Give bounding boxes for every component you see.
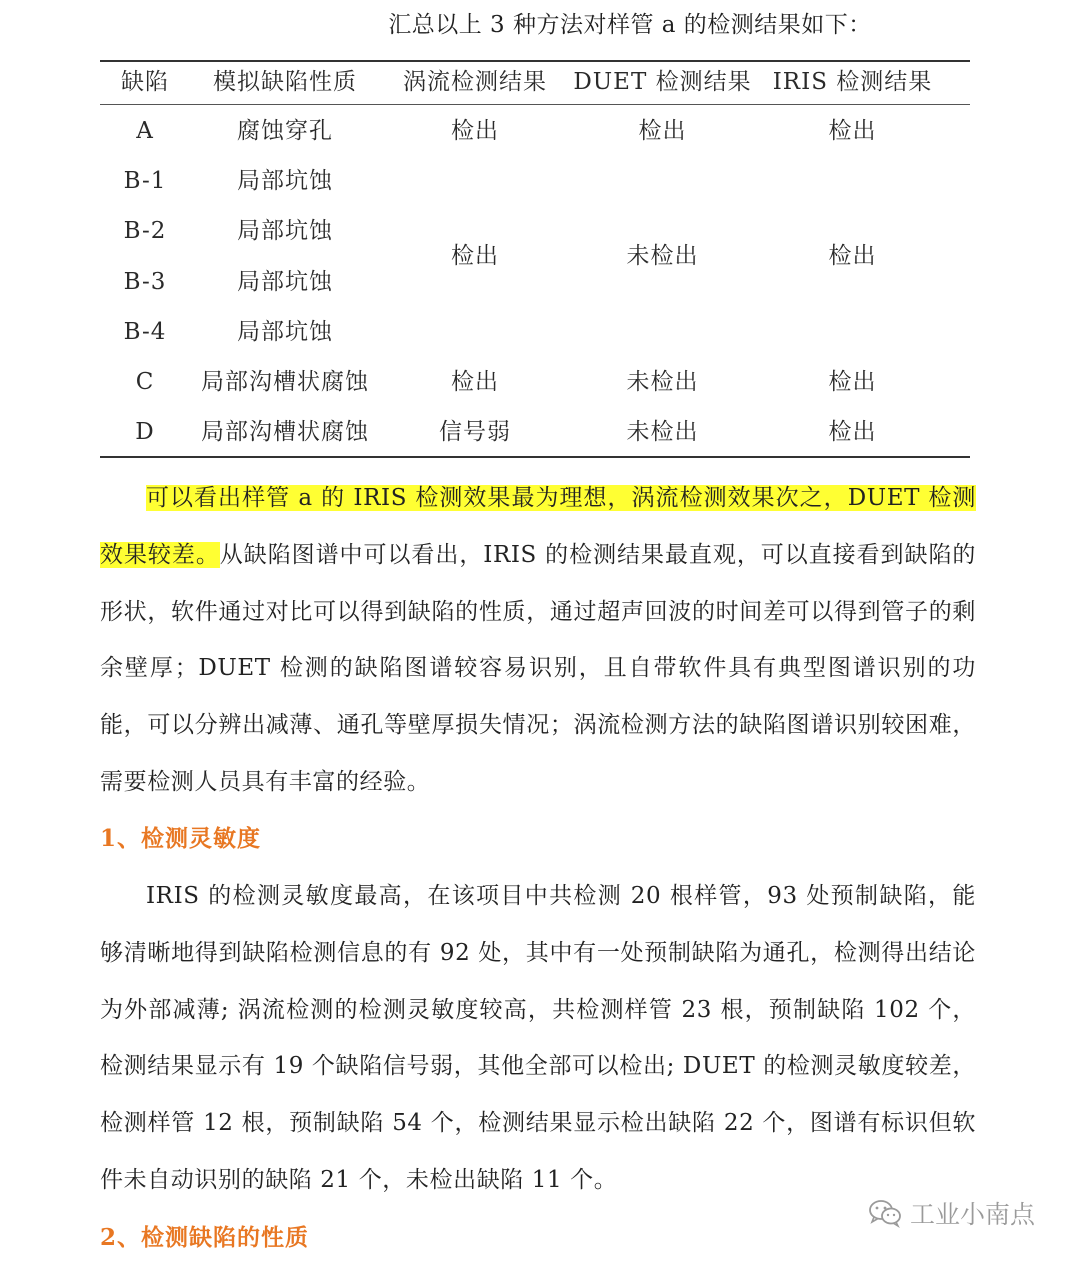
merged-b-eddy: 检出 [451, 243, 499, 269]
table-cell: B-4 [123, 319, 167, 345]
table-cell: 局部坑蚀 [237, 218, 333, 244]
merged-b-iris: 检出 [828, 243, 877, 269]
watermark [868, 1196, 1035, 1230]
table-cell: 腐蚀穿孔 [237, 118, 333, 144]
table-cell: 信号弱 [439, 419, 511, 445]
header-defect: 缺陷 [121, 69, 169, 95]
section-heading-defect-nature: 2、检测缺陷的性质 [100, 1224, 310, 1251]
table-cell: A [136, 118, 154, 144]
table-cell: 局部坑蚀 [237, 269, 333, 295]
summary-paragraph [100, 470, 976, 811]
summary-body: 从缺陷图谱中可以看出，IRIS 的检测结果最直观，可以直接看到缺陷的形状，软件通过对比可以得到缺陷的性质，通过超声回波的时间差可以得到管子的剩余壁厚；DUET 检测的缺陷图谱较容易识别，且自带软件具有典型图谱识别的功能，可以分辨出减薄、通孔等壁厚损失情况；涡流检测方法的缺陷图谱识别较困难，需要检测人员具有丰富的经验。 [100, 541, 976, 795]
table-cell: 局部沟槽状腐蚀 [201, 369, 369, 395]
sensitivity-paragraph: IRIS 的检测灵敏度最高，在该项目中共检测 20 根样管，93 处预制缺陷，能够清晰地得到缺陷检测信息的有 92 处，其中有一处预制缺陷为通孔，检测得出结论为外部减薄; 涡流检测的检测灵敏度较高，共检测样管 23 根，预制缺陷 102 个，检测结果显示有 19 个缺陷信号弱，其他全部可以检出; DUET 的检测灵敏度较差，检测样管 12 根，预制缺陷 54 个，检测结果显示检出缺陷 22 个，图谱有标识但软件未自动识别的缺陷 21 个，未检出缺陷 11 个。 [100, 883, 976, 1193]
section-heading-sensitivity: 1、检测灵敏度 [100, 825, 262, 852]
table-cell: B-3 [123, 269, 167, 295]
table-cell: 检出 [828, 118, 877, 144]
table-cell: 未检出 [626, 419, 699, 445]
table-cell: 检出 [828, 369, 877, 395]
table-cell: 检出 [828, 419, 877, 445]
table-cell: B-2 [123, 218, 167, 244]
table-cell: 局部沟槽状腐蚀 [201, 419, 369, 445]
table-cell: B-1 [123, 168, 167, 194]
table-intro: 汇总以上 3 种方法对样管 a 的检测结果如下： [388, 12, 872, 38]
header-nature: 模拟缺陷性质 [213, 69, 357, 95]
table-cell: 检出 [451, 118, 499, 144]
header-eddy: 涡流检测结果 [403, 69, 547, 95]
header-iris: IRIS 检测结果 [772, 69, 933, 95]
highlighted-conclusion: 可以看出样管 a 的 IRIS 检测效果最为理想，涡流检测效果次之，DUET 检测效果较差。 [100, 485, 976, 568]
table-cell: 局部坑蚀 [237, 168, 333, 194]
watermark-text: 工业小南点 [910, 1200, 1036, 1229]
table-cell: 局部坑蚀 [237, 319, 333, 345]
table-header-rule [100, 104, 970, 105]
table-cell: C [135, 369, 155, 395]
table-bottom-rule [100, 456, 970, 458]
merged-b-duet: 未检出 [626, 243, 699, 269]
header-duet: DUET 检测结果 [573, 69, 752, 95]
table-top-rule [100, 60, 970, 62]
wechat-icon [868, 1198, 902, 1228]
table-cell: 检出 [638, 118, 687, 144]
table-cell: D [135, 419, 155, 445]
table-cell: 未检出 [626, 369, 699, 395]
table-cell: 检出 [451, 369, 499, 395]
